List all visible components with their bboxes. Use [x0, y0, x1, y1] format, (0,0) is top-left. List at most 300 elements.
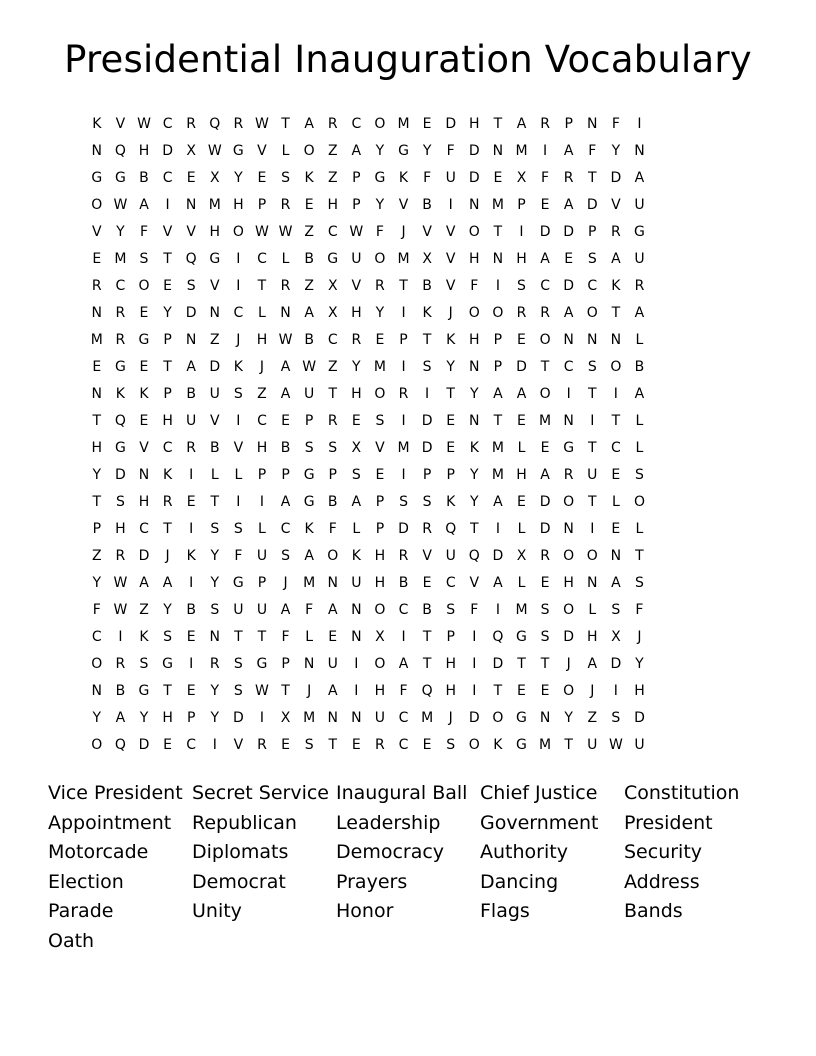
grid-letter: Y	[92, 575, 102, 591]
grid-letter: M	[373, 359, 386, 375]
grid-letter: R	[233, 116, 244, 132]
grid-letter: Q	[445, 521, 457, 537]
grid-letter: H	[445, 656, 456, 672]
grid-row	[85, 438, 651, 465]
grid-letter: E	[186, 494, 196, 510]
grid-letter: I	[590, 413, 595, 429]
grid-letter: N	[185, 332, 197, 348]
grid-letter: A	[493, 575, 503, 591]
grid-letter: O	[539, 386, 551, 402]
grid-letter: W	[255, 116, 269, 132]
grid-letter: L	[517, 440, 526, 456]
grid-letter: D	[610, 170, 622, 186]
grid-letter: M	[515, 602, 528, 618]
grid-letter: I	[212, 737, 217, 753]
grid-row	[85, 168, 651, 195]
letter-grid	[85, 114, 651, 762]
grid-letter: T	[163, 683, 172, 699]
grid-letter: R	[186, 116, 197, 132]
grid-letter: H	[351, 386, 362, 402]
grid-letter: C	[398, 602, 409, 618]
grid-row	[85, 546, 651, 573]
grid-letter: W	[113, 602, 128, 618]
grid-letter: N	[563, 413, 574, 429]
grid-letter: V	[139, 440, 149, 456]
grid-letter: S	[635, 575, 644, 591]
grid-letter: U	[256, 548, 268, 564]
grid-letter: T	[422, 629, 432, 645]
grid-letter: A	[327, 683, 338, 699]
grid-letter: A	[634, 305, 645, 321]
grid-letter: C	[280, 521, 291, 537]
word-list-item: Motorcade	[48, 841, 149, 864]
grid-letter: L	[611, 494, 620, 510]
grid-letter: C	[563, 359, 574, 375]
grid-letter: A	[634, 170, 645, 186]
grid-letter: Z	[304, 278, 314, 294]
grid-letter: M	[421, 710, 434, 726]
grid-letter: G	[114, 359, 126, 375]
grid-letter: V	[186, 224, 196, 240]
grid-letter: P	[375, 494, 385, 510]
grid-letter: H	[374, 683, 386, 699]
grid-letter: C	[445, 575, 456, 591]
grid-letter: M	[397, 440, 410, 456]
grid-letter: C	[327, 332, 338, 348]
grid-letter: S	[281, 548, 290, 564]
grid-letter: P	[257, 575, 267, 591]
grid-letter: R	[327, 116, 338, 132]
grid-letter: K	[162, 467, 173, 483]
grid-letter: O	[563, 683, 575, 699]
grid-letter: S	[210, 602, 220, 618]
grid-letter: L	[210, 467, 219, 483]
grid-letter: N	[563, 332, 574, 348]
grid-letter: T	[281, 116, 290, 132]
word-list	[48, 780, 808, 958]
grid-letter: G	[91, 170, 103, 186]
grid-letter: A	[327, 602, 338, 618]
grid-letter: G	[114, 440, 126, 456]
grid-letter: E	[375, 467, 385, 483]
grid-letter: N	[469, 197, 480, 213]
grid-letter: R	[610, 224, 621, 240]
grid-letter: E	[540, 575, 550, 591]
grid-row	[85, 411, 651, 438]
grid-letter: W	[278, 332, 293, 348]
grid-letter: M	[539, 413, 552, 429]
grid-letter: K	[446, 494, 456, 510]
grid-letter: H	[233, 197, 244, 213]
grid-letter: E	[139, 413, 149, 429]
grid-letter: Q	[209, 116, 221, 132]
grid-letter: L	[281, 143, 290, 159]
grid-letter: I	[165, 197, 170, 213]
grid-letter: F	[446, 143, 455, 159]
grid-letter: N	[587, 575, 598, 591]
grid-letter: L	[635, 413, 644, 429]
grid-letter: A	[493, 494, 503, 510]
word-list-item: Vice President	[48, 782, 183, 804]
grid-letter: N	[303, 656, 315, 672]
grid-letter: E	[375, 332, 385, 348]
grid-letter: Y	[375, 143, 385, 159]
grid-letter: B	[115, 683, 126, 699]
grid-letter: F	[328, 521, 337, 537]
grid-letter: P	[493, 332, 503, 348]
grid-letter: I	[401, 413, 406, 429]
grid-letter: E	[257, 170, 267, 186]
grid-letter: N	[91, 386, 103, 402]
grid-letter: T	[92, 413, 102, 429]
grid-letter: C	[327, 224, 338, 240]
grid-letter: R	[115, 305, 126, 321]
grid-letter: I	[495, 602, 500, 618]
grid-letter: E	[163, 278, 172, 294]
grid-letter: D	[138, 737, 150, 753]
grid-letter: L	[305, 629, 314, 645]
grid-letter: F	[635, 602, 644, 618]
grid-letter: K	[446, 332, 456, 348]
grid-letter: E	[92, 359, 102, 375]
grid-letter: Y	[210, 575, 220, 591]
grid-letter: T	[611, 305, 621, 321]
grid-letter: S	[446, 737, 456, 753]
grid-letter: Z	[257, 386, 267, 402]
grid-letter: D	[185, 305, 197, 321]
grid-letter: D	[634, 710, 645, 726]
grid-letter: S	[422, 359, 432, 375]
grid-letter: Y	[234, 170, 243, 186]
grid-letter: N	[587, 332, 598, 348]
grid-letter: R	[422, 521, 432, 537]
grid-row	[85, 465, 651, 492]
grid-letter: T	[493, 413, 503, 429]
grid-letter: Y	[163, 602, 172, 618]
grid-letter: W	[349, 224, 364, 240]
grid-letter: C	[186, 737, 197, 753]
grid-letter: J	[637, 629, 642, 645]
grid-letter: V	[209, 413, 220, 429]
grid-letter: A	[304, 116, 314, 132]
grid-letter: S	[587, 251, 597, 267]
grid-letter: I	[189, 467, 194, 483]
grid-letter: G	[114, 170, 126, 186]
grid-letter: T	[587, 386, 597, 402]
grid-letter: E	[517, 494, 526, 510]
grid-letter: T	[163, 251, 172, 267]
grid-letter: M	[539, 737, 552, 753]
grid-letter: M	[90, 332, 103, 348]
grid-letter: E	[540, 683, 550, 699]
grid-letter: E	[446, 413, 456, 429]
grid-letter: M	[491, 467, 504, 483]
grid-letter: H	[327, 197, 338, 213]
grid-letter: T	[587, 440, 597, 456]
grid-letter: N	[138, 467, 150, 483]
grid-letter: X	[516, 548, 527, 564]
grid-letter: Y	[422, 143, 432, 159]
grid-letter: R	[115, 548, 126, 564]
grid-letter: I	[401, 629, 406, 645]
grid-letter: E	[517, 332, 526, 348]
grid-letter: G	[303, 494, 315, 510]
grid-letter: S	[233, 656, 243, 672]
grid-letter: H	[634, 683, 645, 699]
grid-letter: H	[469, 332, 480, 348]
grid-row	[85, 249, 651, 276]
grid-letter: T	[493, 224, 503, 240]
grid-row	[85, 195, 651, 222]
grid-letter: O	[91, 737, 103, 753]
grid-letter: T	[517, 656, 526, 672]
grid-letter: Y	[635, 656, 644, 672]
grid-letter: E	[564, 251, 574, 267]
grid-letter: N	[327, 575, 338, 591]
grid-letter: H	[256, 332, 268, 348]
grid-letter: P	[257, 467, 267, 483]
grid-letter: H	[138, 494, 150, 510]
grid-letter: K	[304, 521, 314, 537]
grid-letter: T	[635, 548, 644, 564]
grid-letter: R	[375, 737, 385, 753]
grid-letter: J	[448, 710, 453, 726]
grid-letter: I	[354, 683, 359, 699]
grid-letter: F	[470, 602, 479, 618]
grid-letter: F	[375, 224, 384, 240]
grid-letter: E	[351, 737, 361, 753]
grid-letter: W	[113, 575, 128, 591]
grid-letter: F	[305, 602, 314, 618]
grid-letter: A	[540, 251, 550, 267]
grid-row	[85, 654, 651, 681]
grid-letter: F	[541, 170, 550, 186]
grid-letter: O	[563, 548, 575, 564]
grid-letter: H	[445, 683, 456, 699]
grid-letter: A	[563, 305, 574, 321]
grid-letter: G	[563, 440, 575, 456]
grid-letter: L	[517, 575, 526, 591]
word-list-item: Authority	[480, 841, 568, 864]
grid-letter: R	[375, 278, 385, 294]
grid-letter: V	[375, 440, 385, 456]
grid-letter: Z	[139, 602, 149, 618]
grid-letter: T	[587, 494, 597, 510]
grid-letter: P	[304, 413, 314, 429]
grid-letter: W	[255, 224, 269, 240]
grid-letter: Y	[139, 710, 149, 726]
grid-letter: E	[611, 521, 621, 537]
grid-letter: R	[634, 278, 645, 294]
grid-letter: D	[209, 359, 221, 375]
grid-letter: D	[516, 359, 527, 375]
grid-letter: I	[495, 278, 500, 294]
word-list-item: Leadership	[336, 811, 441, 834]
grid-letter: I	[354, 656, 359, 672]
grid-letter: I	[637, 116, 642, 132]
grid-letter: D	[563, 224, 575, 240]
grid-row	[85, 114, 651, 141]
word-list-item: Constitution	[624, 782, 740, 804]
grid-letter: B	[422, 278, 432, 294]
grid-letter: R	[563, 170, 574, 186]
grid-letter: U	[634, 251, 645, 267]
grid-letter: E	[186, 170, 196, 186]
grid-letter: O	[232, 224, 244, 240]
grid-letter: O	[468, 305, 480, 321]
grid-letter: O	[138, 278, 150, 294]
grid-letter: H	[162, 413, 173, 429]
grid-letter: H	[256, 440, 268, 456]
grid-letter: P	[186, 710, 196, 726]
grid-letter: D	[138, 548, 150, 564]
grid-letter: Y	[116, 224, 125, 240]
grid-row	[85, 681, 651, 708]
grid-letter: J	[566, 656, 571, 672]
grid-letter: Y	[163, 305, 172, 321]
grid-letter: A	[540, 467, 550, 483]
word-list-item: Flags	[480, 900, 530, 923]
grid-letter: C	[351, 116, 362, 132]
grid-letter: H	[209, 224, 221, 240]
grid-letter: Q	[492, 629, 504, 645]
word-list-item: Appointment	[48, 811, 172, 834]
grid-letter: D	[162, 143, 173, 159]
grid-letter: U	[304, 386, 315, 402]
grid-letter: B	[304, 251, 314, 267]
grid-letter: C	[587, 278, 598, 294]
grid-letter: N	[91, 143, 103, 159]
grid-letter: I	[590, 521, 595, 537]
grid-letter: A	[280, 386, 291, 402]
grid-letter: A	[398, 656, 409, 672]
word-list-item: Inaugural Ball	[336, 782, 468, 804]
grid-letter: A	[280, 602, 291, 618]
grid-letter: A	[611, 251, 621, 267]
grid-letter: Q	[421, 683, 433, 699]
grid-letter: S	[635, 467, 644, 483]
grid-letter: C	[610, 440, 621, 456]
grid-letter: D	[539, 224, 551, 240]
word-list-item: Democrat	[192, 870, 286, 893]
grid-letter: H	[469, 116, 480, 132]
grid-letter: J	[236, 332, 241, 348]
grid-letter: C	[162, 440, 173, 456]
grid-letter: R	[398, 548, 409, 564]
grid-letter: O	[563, 494, 575, 510]
grid-letter: B	[186, 602, 196, 618]
grid-letter: F	[92, 602, 101, 618]
grid-letter: L	[635, 332, 644, 348]
grid-letter: N	[351, 629, 362, 645]
grid-letter: I	[613, 386, 618, 402]
grid-letter: K	[422, 305, 432, 321]
grid-letter: O	[633, 494, 645, 510]
grid-letter: G	[138, 332, 150, 348]
grid-letter: A	[563, 197, 574, 213]
grid-letter: W	[302, 359, 317, 375]
grid-letter: P	[257, 197, 267, 213]
grid-letter: Z	[304, 224, 314, 240]
grid-row	[85, 330, 651, 357]
grid-letter: T	[92, 494, 102, 510]
grid-letter: Y	[446, 359, 455, 375]
grid-row	[85, 357, 651, 384]
grid-letter: P	[92, 521, 102, 537]
grid-letter: K	[115, 386, 125, 402]
grid-letter: U	[634, 737, 645, 753]
grid-letter: D	[539, 521, 551, 537]
grid-letter: V	[445, 224, 456, 240]
grid-letter: X	[186, 143, 196, 159]
grid-letter: Y	[564, 710, 573, 726]
grid-letter: T	[281, 683, 290, 699]
grid-letter: J	[401, 224, 406, 240]
grid-letter: Y	[92, 710, 102, 726]
grid-letter: E	[446, 440, 456, 456]
grid-letter: S	[186, 278, 196, 294]
grid-letter: T	[470, 521, 479, 537]
grid-row	[85, 600, 651, 627]
grid-letter: Z	[327, 143, 338, 159]
grid-letter: G	[516, 737, 527, 753]
grid-letter: G	[374, 170, 386, 186]
grid-letter: M	[397, 251, 410, 267]
grid-letter: D	[468, 143, 480, 159]
grid-letter: A	[280, 359, 291, 375]
grid-letter: R	[115, 656, 126, 672]
grid-letter: W	[278, 224, 293, 240]
grid-letter: L	[517, 521, 526, 537]
grid-letter: Y	[352, 359, 361, 375]
grid-letter: N	[587, 116, 598, 132]
grid-letter: I	[189, 656, 194, 672]
grid-letter: O	[492, 305, 504, 321]
grid-letter: A	[611, 575, 621, 591]
grid-letter: D	[492, 548, 504, 564]
grid-letter: A	[516, 386, 527, 402]
grid-letter: N	[563, 521, 574, 537]
word-list-item: Republican	[192, 811, 297, 834]
grid-letter: K	[92, 116, 102, 132]
grid-row	[85, 627, 651, 654]
word-list-item: Secret Service	[192, 782, 329, 804]
grid-letter: S	[210, 521, 220, 537]
grid-letter: B	[209, 440, 220, 456]
grid-letter: I	[259, 494, 265, 510]
grid-letter: H	[563, 575, 574, 591]
grid-letter: I	[236, 494, 241, 510]
grid-letter: D	[421, 413, 433, 429]
grid-letter: E	[186, 683, 196, 699]
grid-letter: S	[587, 359, 597, 375]
grid-letter: R	[280, 197, 291, 213]
grid-letter: U	[374, 710, 386, 726]
grid-letter: O	[374, 116, 386, 132]
grid-letter: S	[304, 737, 314, 753]
grid-letter: Y	[210, 683, 220, 699]
grid-letter: I	[495, 521, 500, 537]
grid-letter: I	[472, 683, 477, 699]
grid-letter: P	[517, 197, 526, 213]
grid-letter: H	[516, 251, 527, 267]
grid-letter: M	[491, 197, 504, 213]
grid-letter: S	[611, 602, 621, 618]
grid-letter: I	[236, 413, 241, 429]
grid-letter: B	[398, 575, 409, 591]
grid-letter: N	[492, 143, 504, 159]
grid-letter: D	[586, 197, 598, 213]
